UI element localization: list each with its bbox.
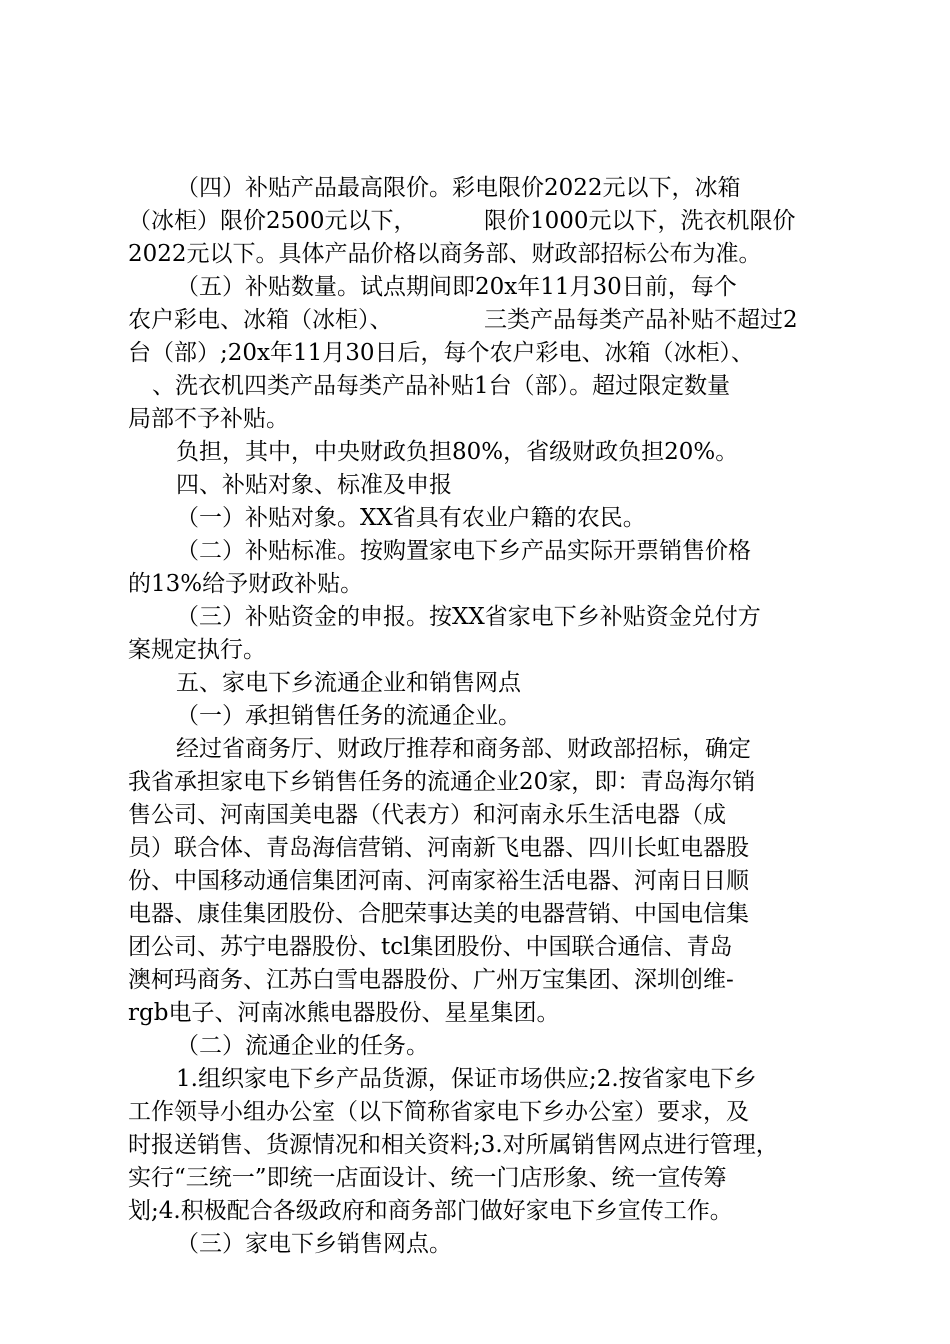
text-line: 的13%给予财政补贴。: [128, 571, 364, 597]
text-line: 案规定执行。: [128, 637, 266, 663]
text-line: 限价1000元以下，洗衣机限价: [484, 208, 796, 234]
text-line: （一）补贴对象。XX省具有农业户籍的农民。: [176, 505, 646, 531]
text-line: 三类产品每类产品补贴不超过2: [484, 307, 798, 333]
text-line: 员）联合体、青岛海信营销、河南新飞电器、四川长虹电器股: [128, 835, 749, 861]
text-line: （二）流通企业的任务。: [176, 1033, 429, 1059]
text-line: 局部不予补贴。: [128, 406, 289, 432]
text-line: 售公司、河南国美电器（代表方）和河南永乐生活电器（成: [128, 802, 726, 828]
text-line: （二）补贴标准。按购置家电下乡产品实际开票销售价格: [176, 538, 751, 564]
text-line: 我省承担家电下乡销售任务的流通企业20家，即：青岛海尔销: [128, 769, 756, 795]
text-line: 1.组织家电下乡产品货源，保证市场供应;2.按省家电下乡: [176, 1066, 757, 1092]
text-line: 工作领导小组办公室（以下简称省家电下乡办公室）要求，及: [128, 1099, 749, 1125]
text-line: 电器、康佳集团股份、合肥荣事达美的电器营销、中国电信集: [128, 901, 749, 927]
text-line: （一）承担销售任务的流通企业。: [176, 703, 521, 729]
text-line: 农户彩电、冰箱（冰柜）、: [128, 307, 393, 333]
text-line: （三）家电下乡销售网点。: [176, 1231, 452, 1257]
text-line: （五）补贴数量。试点期间即20x年11月30日前，每个: [176, 274, 737, 300]
text-line: 2022元以下。具体产品价格以商务部、财政部招标公布为准。: [128, 241, 762, 267]
text-line: （三）补贴资金的申报。按XX省家电下乡补贴资金兑付方: [176, 604, 761, 630]
text-line: 、洗衣机四类产品每类产品补贴1台（部）。超过限定数量: [152, 373, 731, 399]
text-line: rgb电子、河南冰熊电器股份、星星集团。: [128, 1000, 560, 1026]
text-line: 划;4.积极配合各级政府和商务部门做好家电下乡宣传工作。: [128, 1198, 733, 1224]
text-line: 实行“三统一”即统一店面设计、统一门店形象、统一宣传筹: [128, 1165, 727, 1191]
section-heading: 五、家电下乡流通企业和销售网点: [176, 670, 521, 696]
text-line: 台（部）;20x年11月30日后，每个农户彩电、冰箱（冰柜）、: [128, 340, 755, 366]
text-line: （冰柜）限价2500元以下，: [128, 208, 417, 234]
text-line: 时报送销售、货源情况和相关资料;3.对所属销售网点进行管理，: [128, 1132, 779, 1158]
text-line: （四）补贴产品最高限价。彩电限价2022元以下，冰箱: [176, 175, 741, 201]
text-line: 份、中国移动通信集团河南、河南家裕生活电器、河南日日顺: [128, 868, 749, 894]
section-heading: 四、补贴对象、标准及申报: [176, 472, 452, 498]
text-line: 团公司、苏宁电器股份、tcl集团股份、中国联合通信、青岛: [128, 934, 733, 960]
text-line: 经过省商务厅、财政厅推荐和商务部、财政部招标，确定: [176, 736, 751, 762]
text-line: 澳柯玛商务、江苏白雪电器股份、广州万宝集团、深圳创维-: [128, 967, 734, 993]
text-line: 负担，其中，中央财政负担80%，省级财政负担20%。: [176, 439, 739, 465]
